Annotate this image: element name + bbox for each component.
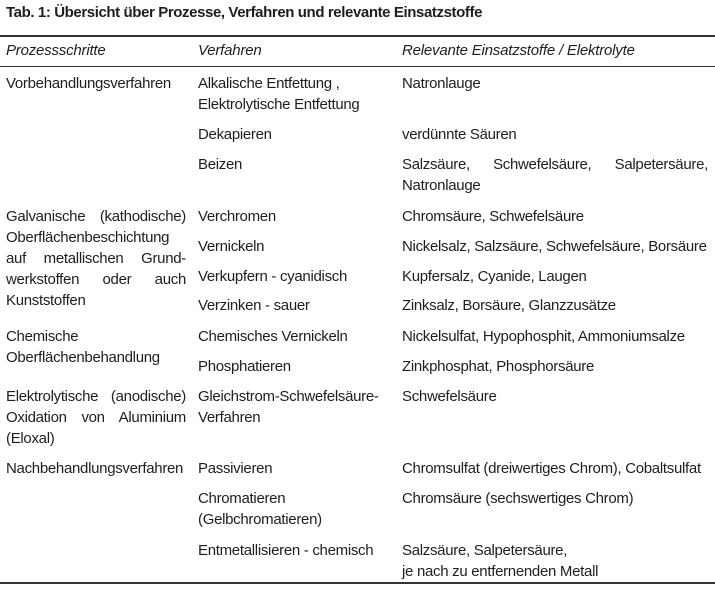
process-line: werkstoffen oder auch [6, 271, 186, 288]
method-line: Chromatieren [198, 490, 286, 507]
materials-line: Nickelsulfat, Hypophosphit, Ammoniumsalze [402, 328, 685, 345]
process-cell [6, 206, 186, 311]
materials-cell [402, 488, 708, 509]
materials-line: Chromsäure (sechswertiges Chrom) [402, 490, 634, 507]
process-cell [6, 386, 186, 449]
process-cell [6, 458, 186, 479]
method-line: Beizen [198, 156, 243, 173]
header-methods: Verfahren [198, 42, 262, 59]
method-cell [198, 458, 393, 479]
method-line: Verzinken - sauer [198, 297, 310, 314]
process-line: Oberflächenbehandlung [6, 349, 160, 366]
process-line: Elektrolytische (anodische) [6, 388, 186, 405]
materials-line: Zinkphosphat, Phosphorsäure [402, 358, 595, 375]
method-cell [198, 326, 393, 347]
header-materials: Relevante Einsatzstoffe / Elektrolyte [402, 42, 635, 59]
method-line: Verkupfern - cyanidisch [198, 268, 348, 285]
method-line: Elektrolytische Entfettung [198, 96, 360, 113]
method-cell [198, 295, 393, 316]
process-line: Kunststoffen [6, 292, 86, 309]
method-line: Gleichstrom-Schwefelsäure- [198, 388, 379, 405]
process-line: Nachbehandlungsverfahren [6, 460, 184, 477]
materials-cell [402, 458, 708, 479]
method-cell [198, 488, 393, 530]
process-line: Galvanische (kathodische) [6, 208, 186, 225]
process-line: Oberflächenbeschichtung [6, 229, 170, 246]
materials-line: Kupfersalz, Cyanide, Laugen [402, 268, 587, 285]
materials-line: Natronlauge [402, 75, 481, 92]
method-cell [198, 266, 393, 287]
method-line: Vernickeln [198, 238, 265, 255]
method-line: Verchromen [198, 208, 276, 225]
materials-cell [402, 206, 708, 227]
table-title: Tab. 1: Übersicht über Prozesse, Verfahren und relevante Einsatzstoffe [6, 4, 483, 21]
method-line: Passivieren [198, 460, 273, 477]
method-cell [198, 386, 393, 428]
method-cell [198, 124, 393, 145]
materials-line: Schwefelsäure [402, 388, 497, 405]
materials-cell [402, 295, 708, 316]
materials-cell [402, 356, 708, 377]
materials-cell [402, 73, 708, 94]
materials-line: Zinksalz, Borsäure, Glanzzusätze [402, 297, 616, 314]
process-cell [6, 326, 186, 368]
materials-cell [402, 236, 708, 257]
materials-line: Natronlauge [402, 177, 481, 194]
method-line: Alkalische Entfettung , [198, 75, 340, 92]
materials-line: Nickelsalz, Salzsäure, Schwefelsäure, Borsäure [402, 238, 707, 255]
top-rule [0, 35, 715, 37]
materials-line: Chromsulfat (dreiwertiges Chrom), Cobaltsulfat [402, 460, 701, 477]
materials-cell [402, 540, 708, 582]
materials-cell [402, 124, 708, 145]
method-cell [198, 356, 393, 377]
method-cell [198, 154, 393, 175]
process-line: Oxidation von Aluminium [6, 409, 186, 426]
materials-line: Chromsäure, Schwefelsäure [402, 208, 584, 225]
bottom-rule [0, 582, 715, 584]
method-line: Entmetallisieren - chemisch [198, 542, 374, 559]
materials-line: Salzsäure, Salpetersäure, [402, 542, 568, 559]
header-process-steps: Prozessschritte [6, 42, 106, 59]
method-cell [198, 540, 393, 561]
process-line: Chemische [6, 328, 79, 345]
method-line: Dekapieren [198, 126, 272, 143]
materials-cell [402, 386, 708, 407]
process-cell [6, 73, 186, 94]
method-line: (Gelbchromatieren) [198, 511, 322, 528]
process-line: auf metallischen Grund- [6, 250, 186, 267]
header-rule [0, 66, 715, 67]
materials-cell [402, 266, 708, 287]
materials-cell [402, 326, 708, 347]
process-line: Vorbehandlungsverfahren [6, 75, 171, 92]
materials-line: je nach zu entfernenden Metall [402, 563, 599, 580]
process-line: (Eloxal) [6, 430, 55, 447]
method-cell [198, 73, 393, 115]
method-line: Chemisches Vernickeln [198, 328, 348, 345]
materials-line: verdünnte Säuren [402, 126, 517, 143]
method-line: Verfahren [198, 409, 261, 426]
method-cell [198, 236, 393, 257]
method-line: Phosphatieren [198, 358, 291, 375]
method-cell [198, 206, 393, 227]
materials-cell [402, 154, 708, 196]
materials-line: Salzsäure, Schwefelsäure, Salpetersäure, [402, 156, 708, 173]
